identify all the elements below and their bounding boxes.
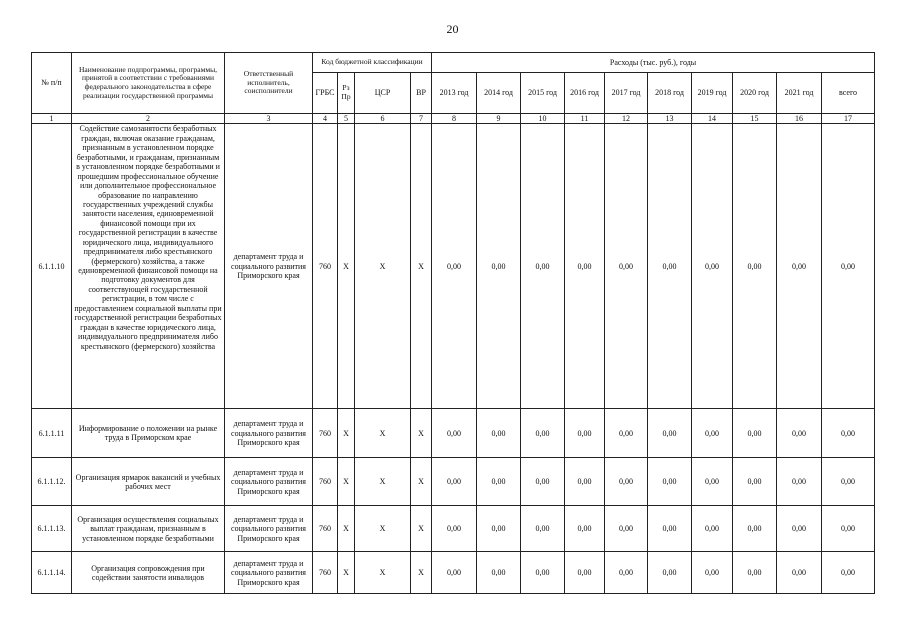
- table-row: [32, 458, 875, 506]
- row-grbs: 760: [313, 552, 338, 594]
- row-rzpr: X: [338, 552, 355, 594]
- row-value: 0,00: [733, 506, 777, 552]
- row-rzpr: X: [338, 458, 355, 506]
- row-grbs: 760: [313, 506, 338, 552]
- column-number: 13: [648, 114, 692, 124]
- header-budget-code: Код бюджетной классификации: [313, 53, 432, 73]
- row-value: 0,00: [692, 124, 733, 409]
- row-num: 6.1.1.14.: [32, 552, 72, 594]
- column-number: 6: [355, 114, 411, 124]
- row-value: 0,00: [521, 124, 565, 409]
- row-executor: департамент труда и социального развития Приморского края: [225, 409, 313, 458]
- column-number: 8: [432, 114, 477, 124]
- row-value: 0,00: [432, 409, 477, 458]
- row-rzpr: X: [338, 409, 355, 458]
- column-number: 5: [338, 114, 355, 124]
- row-value: 0,00: [565, 552, 605, 594]
- row-value: 0,00: [692, 552, 733, 594]
- row-num: 6.1.1.10: [32, 124, 72, 409]
- row-value: 0,00: [521, 552, 565, 594]
- row-value: 0,00: [477, 458, 521, 506]
- header-total: всего: [822, 73, 875, 114]
- row-value: 0,00: [777, 458, 822, 506]
- header-year: 2016 год: [565, 73, 605, 114]
- header-executor: Ответственный исполнитель, соисполнители: [225, 53, 313, 114]
- row-name: Организация осуществления социальных выплат гражданам, признанным в установленном порядке безработными: [72, 506, 225, 552]
- header-vr: ВР: [411, 73, 432, 114]
- budget-table: [31, 52, 875, 594]
- row-value: 0,00: [565, 458, 605, 506]
- row-executor: департамент труда и социального развития Приморского края: [225, 124, 313, 409]
- row-value: 0,00: [692, 506, 733, 552]
- table-row: [32, 552, 875, 594]
- column-number: 9: [477, 114, 521, 124]
- row-num: 6.1.1.12.: [32, 458, 72, 506]
- row-value: 0,00: [521, 506, 565, 552]
- row-value: 0,00: [733, 458, 777, 506]
- table-row: [32, 409, 875, 458]
- column-number: 11: [565, 114, 605, 124]
- row-vr: X: [411, 552, 432, 594]
- row-value: 0,00: [692, 409, 733, 458]
- row-value: 0,00: [648, 506, 692, 552]
- row-name: Организация сопровождения при содействии занятости инвалидов: [72, 552, 225, 594]
- row-total: 0,00: [822, 506, 875, 552]
- row-value: 0,00: [648, 124, 692, 409]
- row-num: 6.1.1.11: [32, 409, 72, 458]
- row-value: 0,00: [777, 409, 822, 458]
- row-value: 0,00: [432, 552, 477, 594]
- row-executor: департамент труда и социального развития Приморского края: [225, 458, 313, 506]
- row-vr: X: [411, 458, 432, 506]
- header-year: 2013 год: [432, 73, 477, 114]
- row-rzpr: X: [338, 124, 355, 409]
- header-num: № п/п: [32, 53, 72, 114]
- row-value: 0,00: [521, 409, 565, 458]
- row-vr: X: [411, 506, 432, 552]
- row-value: 0,00: [521, 458, 565, 506]
- row-csr: X: [355, 552, 411, 594]
- column-number: 17: [822, 114, 875, 124]
- row-value: 0,00: [605, 409, 648, 458]
- header-rzpr: Рз Пр: [338, 73, 355, 114]
- row-value: 0,00: [477, 552, 521, 594]
- header-expenses: Расходы (тыс. руб.), годы: [432, 53, 875, 73]
- row-value: 0,00: [477, 124, 521, 409]
- row-value: 0,00: [648, 458, 692, 506]
- header-year: 2015 год: [521, 73, 565, 114]
- header-year: 2019 год: [692, 73, 733, 114]
- row-value: 0,00: [432, 506, 477, 552]
- row-name: Организация ярмарок вакансий и учебных рабочих мест: [72, 458, 225, 506]
- row-grbs: 760: [313, 124, 338, 409]
- table-row: [32, 506, 875, 552]
- column-number: 4: [313, 114, 338, 124]
- row-value: 0,00: [733, 409, 777, 458]
- column-number: 15: [733, 114, 777, 124]
- row-value: 0,00: [605, 458, 648, 506]
- column-number-row: [32, 114, 875, 124]
- row-num: 6.1.1.13.: [32, 506, 72, 552]
- row-grbs: 760: [313, 458, 338, 506]
- row-total: 0,00: [822, 552, 875, 594]
- row-csr: X: [355, 506, 411, 552]
- row-value: 0,00: [605, 124, 648, 409]
- header-year: 2014 год: [477, 73, 521, 114]
- column-number: 7: [411, 114, 432, 124]
- row-value: 0,00: [777, 506, 822, 552]
- row-csr: X: [355, 124, 411, 409]
- header-name: Наименование подпрограммы, программы, принятой в соответствии с требованиями федерального законодательства в сфере реализации государственной программы: [72, 53, 225, 114]
- row-executor: департамент труда и социального развития Приморского края: [225, 552, 313, 594]
- row-value: 0,00: [477, 409, 521, 458]
- row-value: 0,00: [477, 506, 521, 552]
- column-number: 12: [605, 114, 648, 124]
- row-value: 0,00: [777, 552, 822, 594]
- row-vr: X: [411, 409, 432, 458]
- row-csr: X: [355, 458, 411, 506]
- row-total: 0,00: [822, 458, 875, 506]
- row-csr: X: [355, 409, 411, 458]
- row-value: 0,00: [605, 552, 648, 594]
- row-total: 0,00: [822, 409, 875, 458]
- row-value: 0,00: [565, 409, 605, 458]
- header-year: 2021 год: [777, 73, 822, 114]
- row-value: 0,00: [565, 506, 605, 552]
- header-grbs: ГРБС: [313, 73, 338, 114]
- header-csr: ЦСР: [355, 73, 411, 114]
- row-value: 0,00: [605, 506, 648, 552]
- row-vr: X: [411, 124, 432, 409]
- column-number: 3: [225, 114, 313, 124]
- column-number: 2: [72, 114, 225, 124]
- row-rzpr: X: [338, 506, 355, 552]
- row-value: 0,00: [648, 552, 692, 594]
- header-year: 2020 год: [733, 73, 777, 114]
- row-value: 0,00: [432, 124, 477, 409]
- table-row: [32, 124, 875, 409]
- row-value: 0,00: [565, 124, 605, 409]
- row-total: 0,00: [822, 124, 875, 409]
- column-number: 16: [777, 114, 822, 124]
- header-year: 2017 год: [605, 73, 648, 114]
- column-number: 14: [692, 114, 733, 124]
- row-value: 0,00: [648, 409, 692, 458]
- page-number: 20: [446, 22, 459, 36]
- row-executor: департамент труда и социального развития Приморского края: [225, 506, 313, 552]
- row-value: 0,00: [777, 124, 822, 409]
- column-number: 1: [32, 114, 72, 124]
- row-name: Содействие самозанятости безработных граждан, включая оказание гражданам, признанным в установленном порядке безработными, и гражданам, признанным в установленном порядке безработными и прошедшим профессиональное обучение или дополнительное профессиональное образование по направлению государственных учреждений службы занятости населения, единовременной финансовой помощи при их государственной регистрации в качестве юридического лица, индивидуального предпринимателя либо крестьянского (фермерского) хозяйства, а также единовременной финансовой помощи на подготовку документов для соответствующей государственной регистрации, в том числе с предоставлением социальной выплаты при государственной регистрации безработных граждан в качестве юридического лица, индивидуального предпринимателя либо крестьянского (фермерского) хозяйства: [72, 124, 225, 409]
- row-grbs: 760: [313, 409, 338, 458]
- row-value: 0,00: [692, 458, 733, 506]
- row-value: 0,00: [733, 124, 777, 409]
- header-year: 2018 год: [648, 73, 692, 114]
- row-value: 0,00: [432, 458, 477, 506]
- row-value: 0,00: [733, 552, 777, 594]
- column-number: 10: [521, 114, 565, 124]
- row-name: Информирование о положении на рынке труда в Приморском крае: [72, 409, 225, 458]
